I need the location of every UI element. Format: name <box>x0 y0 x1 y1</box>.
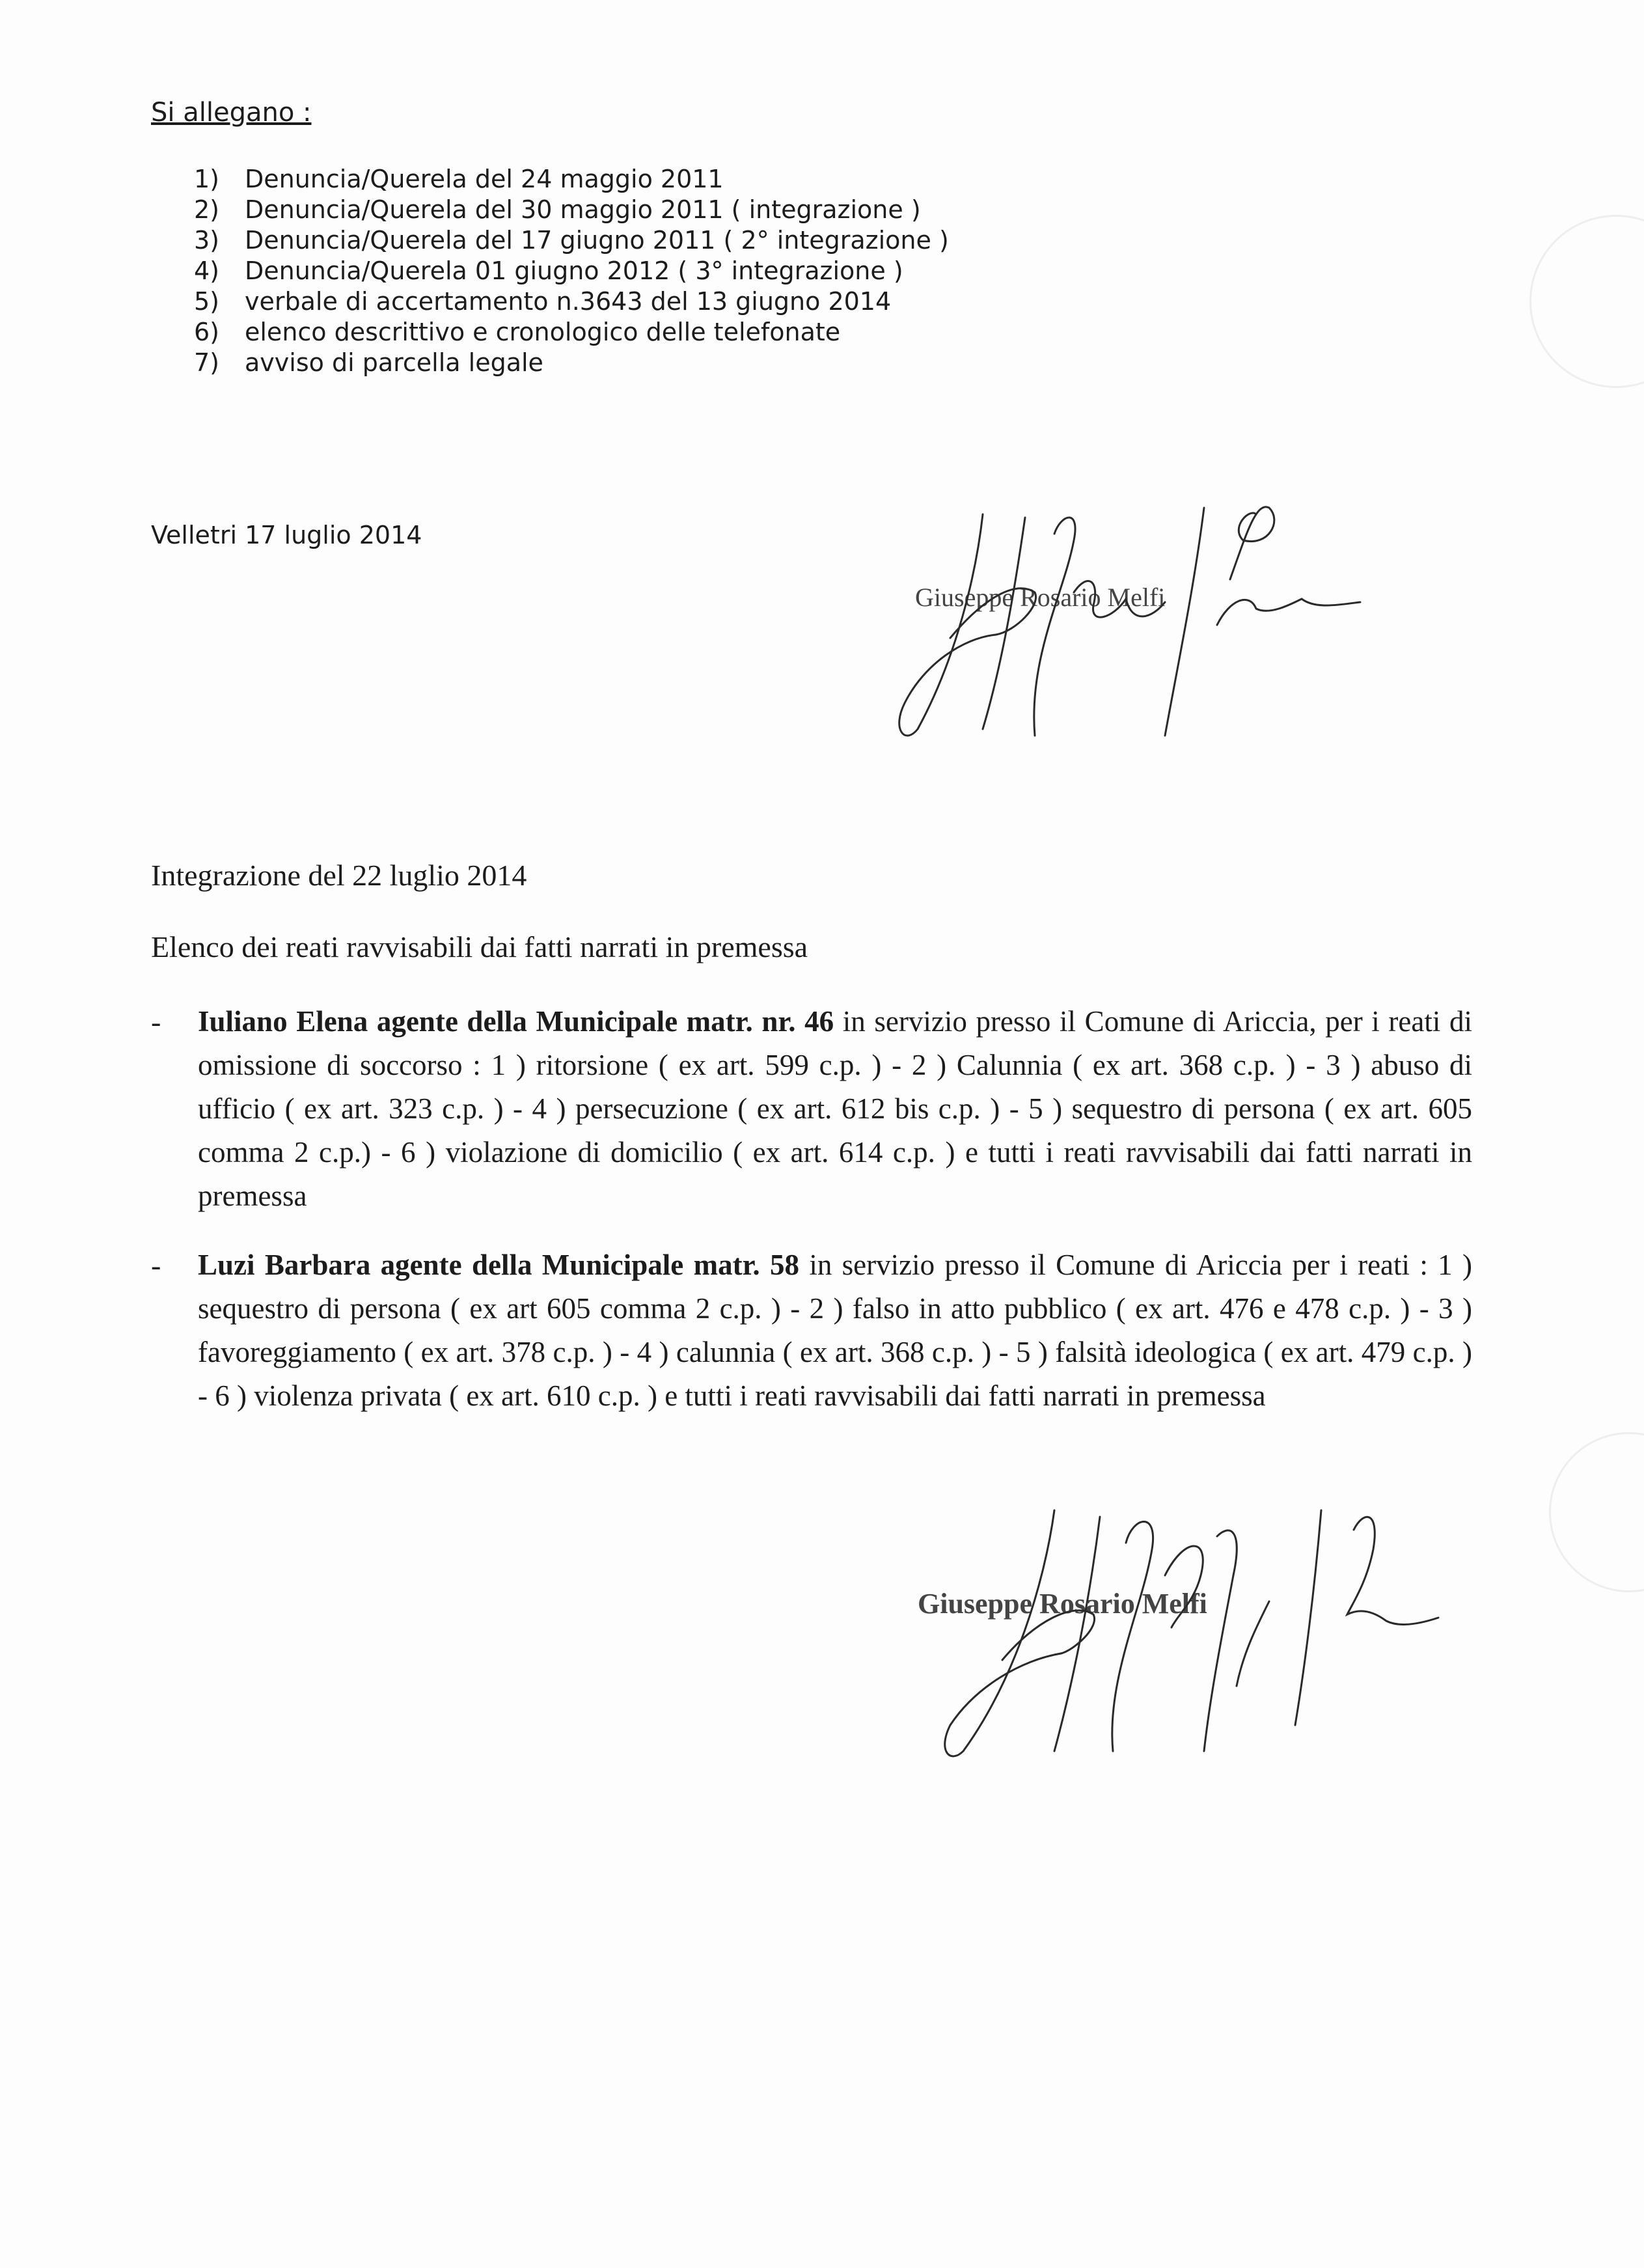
crime-text: in servizio presso il Comune di Ariccia, per i reati di omissione di soccorso : 1 ) ritorsione ( ex art. 599 c.p. ) - 2 ) Calunnia ( ex art. 368 c.p. ) - 3 ) abuso di ufficio ( ex art. 323 c.p. ) - 4 ) persecuzione ( ex art. 612 bis c.p. ) - 5 ) sequestro di persona ( ex art. 605 comma 2 c.p.) - 6 ) violazione di domicilio ( ex art. 614 c.p. ) e tutti i reati ravvisabili dai fatti narrati in premessa <box>198 1005 1472 1212</box>
crime-paragraph <box>198 1243 1472 1418</box>
crime-text: in servizio presso il Comune di Ariccia per i reati : 1 ) sequestro di persona ( ex art 605 comma 2 c.p. ) - 2 ) falso in atto pubblico ( ex art. 476 e 478 c.p. ) - 3 ) favoreggiamento ( ex art. 378 c.p. ) - 4 ) calunnia ( ex art. 368 c.p. ) - 5 ) falsità ideologica ( ex art. 479 c.p. ) - 6 ) violenza privata ( ex art. 610 c.p. ) e tutti i reati ravvisabili dai fatti narrati in premessa <box>198 1249 1472 1412</box>
attachments-heading: Si allegano : <box>151 98 312 128</box>
signature-name: Giuseppe Rosario Melfi <box>915 583 1166 612</box>
list-item: 6) elenco descrittivo e cronologico delle telefonate <box>194 318 841 346</box>
signature-block-1 <box>866 495 1438 755</box>
accused-name: Iuliano Elena agente della Municipale matr. nr. 46 <box>198 1005 834 1038</box>
list-dash: - <box>151 1005 161 1038</box>
attachments-list <box>194 164 949 378</box>
crime-entry-1 <box>151 1000 1472 1218</box>
crimes-list-title: Elenco dei reati ravvisabili dai fatti narrati in premessa <box>151 930 808 963</box>
list-item: 3) Denuncia/Querela del 17 giugno 2011 ( 2° integrazione ) <box>194 226 949 255</box>
list-item: 7) avviso di parcella legale <box>194 348 543 377</box>
list-item: 2) Denuncia/Querela del 30 maggio 2011 ( integrazione ) <box>194 195 921 224</box>
accused-name: Luzi Barbara agente della Municipale matr. 58 <box>198 1249 799 1281</box>
integration-date: Integrazione del 22 luglio 2014 <box>151 859 527 892</box>
stamp-shadow-top <box>1529 215 1644 388</box>
signature-block-2 <box>905 1497 1490 1771</box>
crime-entry-2 <box>151 1243 1472 1418</box>
stamp-shadow-bottom <box>1549 1432 1644 1592</box>
place-date: Velletri 17 luglio 2014 <box>151 521 422 549</box>
list-item: 4) Denuncia/Querela 01 giugno 2012 ( 3° integrazione ) <box>194 256 903 285</box>
list-dash: - <box>151 1249 161 1282</box>
list-item: 1) Denuncia/Querela del 24 maggio 2011 <box>194 165 724 193</box>
handwritten-signature-2 <box>905 1497 1490 1771</box>
list-item: 5) verbale di accertamento n.3643 del 13 giugno 2014 <box>194 287 892 316</box>
crime-paragraph <box>198 1000 1472 1218</box>
handwritten-signature-1 <box>866 495 1438 755</box>
signature-name: Giuseppe Rosario Melfi <box>918 1588 1207 1620</box>
